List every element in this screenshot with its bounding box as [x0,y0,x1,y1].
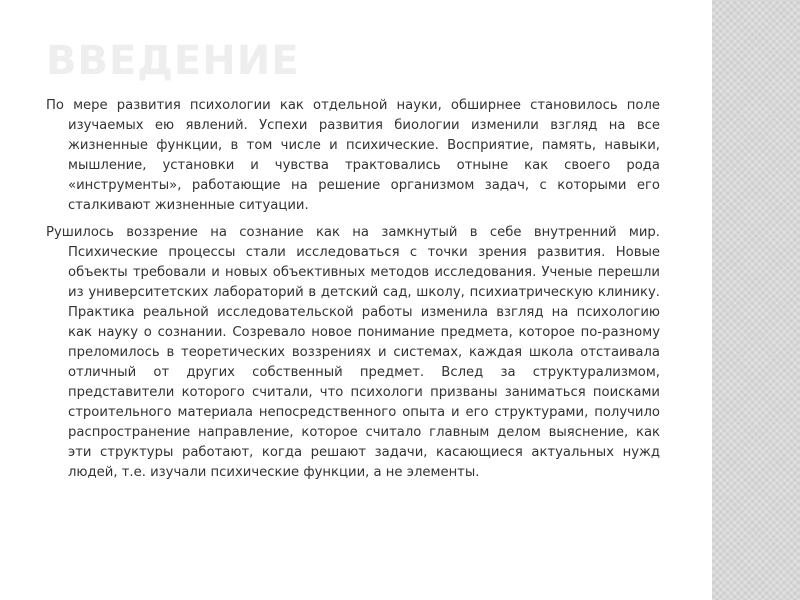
paragraph-1: По мере развития психологии как отдельной науки, обширнее становилось поле изучаемых ею явлений. Успехи развития биологии изменили взгляд на все жизненные функции, в том числе и психические. Восприятие, память, навыки, мышление, установки и чувства трактовались отныне как своего рода «инструменты», работающие на решение организмом задач, с которыми его сталкивают жизненные ситуации. [46,98,660,213]
slide-title: ВВЕДЕНИЕ [46,38,300,84]
slide-body [46,96,660,490]
decorative-side-band [712,0,800,600]
paragraph-2: Рушилось воззрение на сознание как на замкнутый в себе внутренний мир. Психические процессы стали исследоваться с точки зрения развития. Новые объекты требовали и новых объективных методов исследования. Ученые перешли из университетских лабораторий в детский сад, школу, психиатрическую клинику. Практика реальной исследовательской работы изменила взгляд на психологию как науку о сознании. Созревало новое понимание предмета, которое по-разному преломилось в теоретических воззрениях и системах, каждая школа отстаивала отличный от других собственный предмет. Вслед за структурализмом, представители которого считали, что психологи призваны заниматься поисками строительного материала непосредственного опыта и его структурами, получило распространение направление, которое считало главным делом выяснение, как эти структуры работают, когда решают задачи, касающиеся актуальных нужд людей, т.е. изучали психические функции, а не элементы. [46,225,660,480]
